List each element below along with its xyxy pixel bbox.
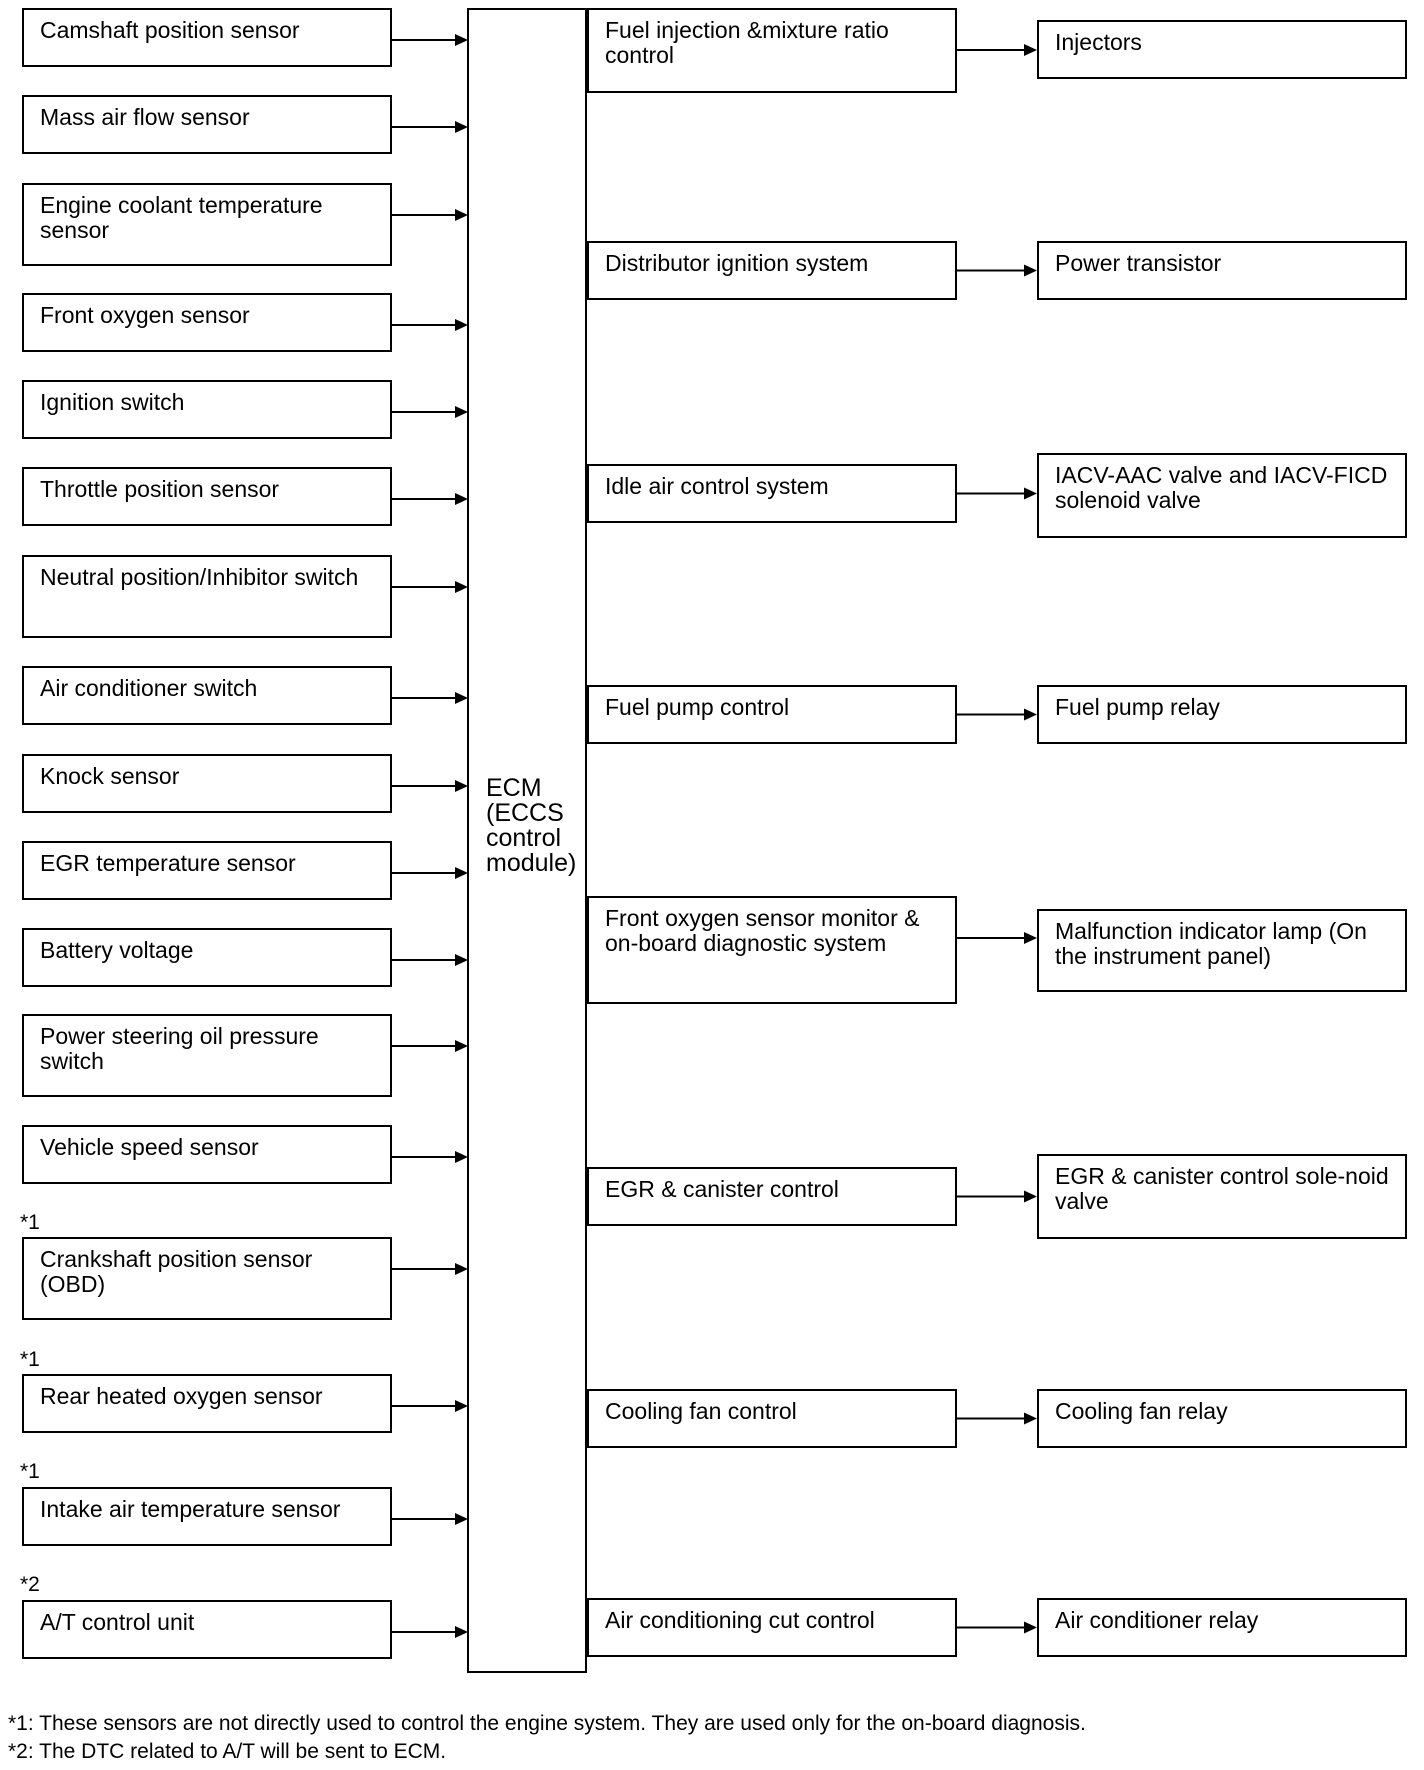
input-sensor-box: Ignition switch — [22, 380, 392, 439]
control-function-box: Front oxygen sensor monitor & on-board diagnostic system — [587, 896, 957, 1004]
input-sensor-box: Front oxygen sensor — [22, 293, 392, 352]
input-sensor-box: EGR temperature sensor — [22, 841, 392, 900]
input-sensor-box: Air conditioner switch — [22, 666, 392, 725]
input-sensor-box: A/T control unit — [22, 1600, 392, 1659]
output-arrow — [1024, 1622, 1037, 1634]
output-actuator-box: Malfunction indicator lamp (On the instrument panel) — [1037, 909, 1407, 992]
output-arrow — [1024, 265, 1037, 277]
output-arrow — [1024, 44, 1037, 56]
input-sensor-box: Battery voltage — [22, 928, 392, 987]
output-arrow — [1024, 1413, 1037, 1425]
input-sensor-box: Throttle position sensor — [22, 467, 392, 526]
output-actuator-box: IACV-AAC valve and IACV-FICD solenoid valve — [1037, 453, 1407, 538]
input-sensor-box: Knock sensor — [22, 754, 392, 813]
input-sensor-box: Engine coolant temperature sensor — [22, 183, 392, 266]
output-actuator-box: Power transistor — [1037, 241, 1407, 300]
output-arrow — [1024, 709, 1037, 721]
output-actuator-box: Cooling fan relay — [1037, 1389, 1407, 1448]
footnote-marker: *1 — [20, 1460, 40, 1483]
output-arrow — [1024, 932, 1037, 944]
control-function-box: Fuel pump control — [587, 685, 957, 744]
control-function-box: Idle air control system — [587, 464, 957, 523]
footnote-2: *2: The DTC related to A/T will be sent to ECM. — [8, 1740, 447, 1763]
input-sensor-box: Vehicle speed sensor — [22, 1125, 392, 1184]
input-sensor-box: Intake air temperature sensor — [22, 1487, 392, 1546]
output-arrow — [1024, 1191, 1037, 1203]
output-arrow — [1024, 488, 1037, 500]
footnote-marker: *1 — [20, 1211, 40, 1234]
input-sensor-box: Neutral position/Inhibitor switch — [22, 555, 392, 638]
output-actuator-box: Air conditioner relay — [1037, 1598, 1407, 1657]
output-actuator-box: Injectors — [1037, 20, 1407, 79]
footnote-marker: *1 — [20, 1348, 40, 1371]
control-function-box: EGR & canister control — [587, 1167, 957, 1226]
ecm-label: ECM (ECCS control module) — [486, 774, 577, 877]
footnote-1: *1: These sensors are not directly used to control the engine system. They are used only for the on-board diagnosis. — [8, 1712, 1086, 1735]
input-sensor-box: Power steering oil pressure switch — [22, 1014, 392, 1097]
input-sensor-box: Mass air flow sensor — [22, 95, 392, 154]
footnote-marker: *2 — [20, 1573, 40, 1596]
input-sensor-box: Camshaft position sensor — [22, 8, 392, 67]
control-function-box: Fuel injection &mixture ratio control — [587, 8, 957, 93]
control-function-box: Air conditioning cut control — [587, 1598, 957, 1657]
output-actuator-box: Fuel pump relay — [1037, 685, 1407, 744]
control-function-box: Cooling fan control — [587, 1389, 957, 1448]
output-actuator-box: EGR & canister control sole-noid valve — [1037, 1154, 1407, 1239]
control-function-box: Distributor ignition system — [587, 241, 957, 300]
input-sensor-box: Rear heated oxygen sensor — [22, 1374, 392, 1433]
input-sensor-box: Crankshaft position sensor (OBD) — [22, 1237, 392, 1320]
